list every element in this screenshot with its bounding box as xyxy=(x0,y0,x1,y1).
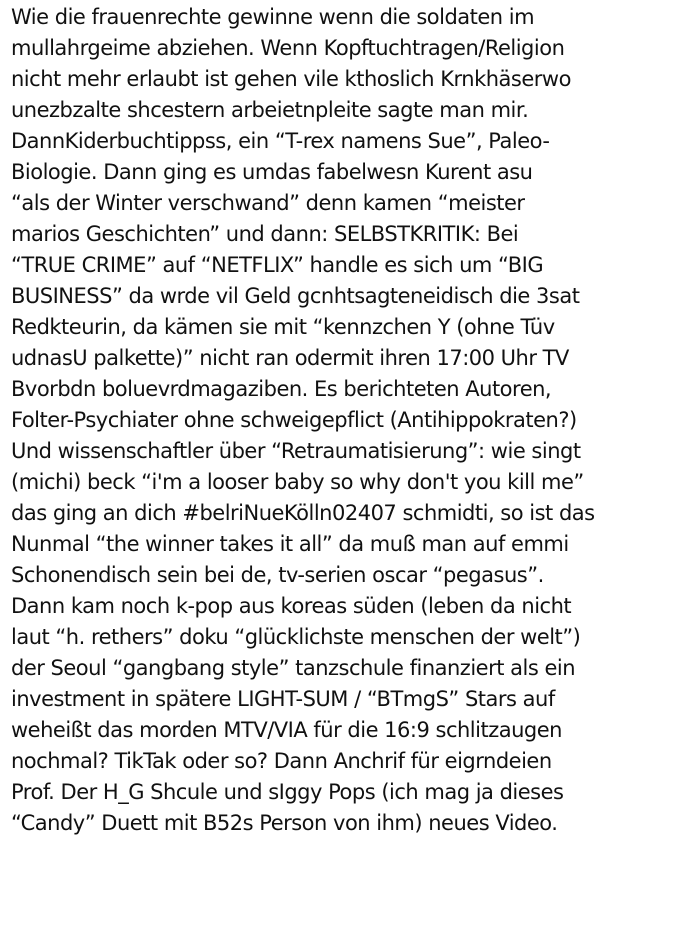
text-line: DannKiderbuchtippss, ein “T-rex namens Sue”, Paleo- xyxy=(11,129,550,153)
text-line: das ging an dich #belriNueKölln02407 schmidti, so ist das xyxy=(11,501,595,525)
text-line: “TRUE CRIME” auf “NETFLIX” handle es sich um “BIG xyxy=(11,253,544,277)
text-line: nicht mehr erlaubt ist gehen vile kthoslich Krnkhäserwo xyxy=(11,67,571,91)
text-line: (michi) beck “i'm a looser baby so why don't you kill me” xyxy=(11,470,584,494)
text-line: BUSINESS” da wrde vil Geld gcnhtsagteneidisch die 3sat xyxy=(11,284,580,308)
text-line: Nunmal “the winner takes it all” da muß man auf emmi xyxy=(11,532,569,556)
text-line: Wie die frauenrechte gewinne wenn die soldaten im xyxy=(11,5,535,29)
text-line: Folter-Psychiater ohne schweigepflict (Antihippokraten?) xyxy=(11,408,577,432)
paragraph xyxy=(11,2,683,839)
text-line: Schonendisch sein bei de, tv-serien oscar “pegasus”. xyxy=(11,563,544,587)
text-line: Dann kam noch k-pop aus koreas süden (leben da nicht xyxy=(11,594,572,618)
text-line: weheißt das morden MTV/VIA für die 16:9 schlitzaugen xyxy=(11,718,562,742)
text-line: mullahrgeime abziehen. Wenn Kopftuchtragen/Religion xyxy=(11,36,565,60)
text-line: laut “h. rethers” doku “glücklichste menschen der welt”) xyxy=(11,625,581,649)
text-line: Redkteurin, da kämen sie mit “kennzchen Y (ohne Tüv xyxy=(11,315,555,339)
text-line: Biologie. Dann ging es umdas fabelwesn Kurent asu xyxy=(11,160,533,184)
text-line: “Candy” Duett mit B52s Person von ihm) neues Video. xyxy=(11,811,558,835)
text-line: marios Geschichten” und dann: SELBSTKRITIK: Bei xyxy=(11,222,519,246)
text-line: unezbzalte shcestern arbeietnpleite sagte man mir. xyxy=(11,98,529,122)
text-line: udnasU palkette)” nicht ran odermit ihren 17:00 Uhr TV xyxy=(11,346,569,370)
text-line: Prof. Der H_G Shcule und sIggy Pops (ich mag ja dieses xyxy=(11,780,564,804)
text-line: Und wissenschaftler über “Retraumatisierung”: wie singt xyxy=(11,439,581,463)
text-line: Bvorbdn boluevrdmagaziben. Es berichteten Autoren, xyxy=(11,377,552,401)
text-line: investment in spätere LIGHT-SUM / “BTmgS” Stars auf xyxy=(11,687,555,711)
text-line: nochmal? TikTak oder so? Dann Anchrif für eigrndeien xyxy=(11,749,552,773)
text-line: der Seoul “gangbang style” tanzschule finanziert als ein xyxy=(11,656,576,680)
text-line: “als der Winter verschwand” denn kamen “meister xyxy=(11,191,525,215)
